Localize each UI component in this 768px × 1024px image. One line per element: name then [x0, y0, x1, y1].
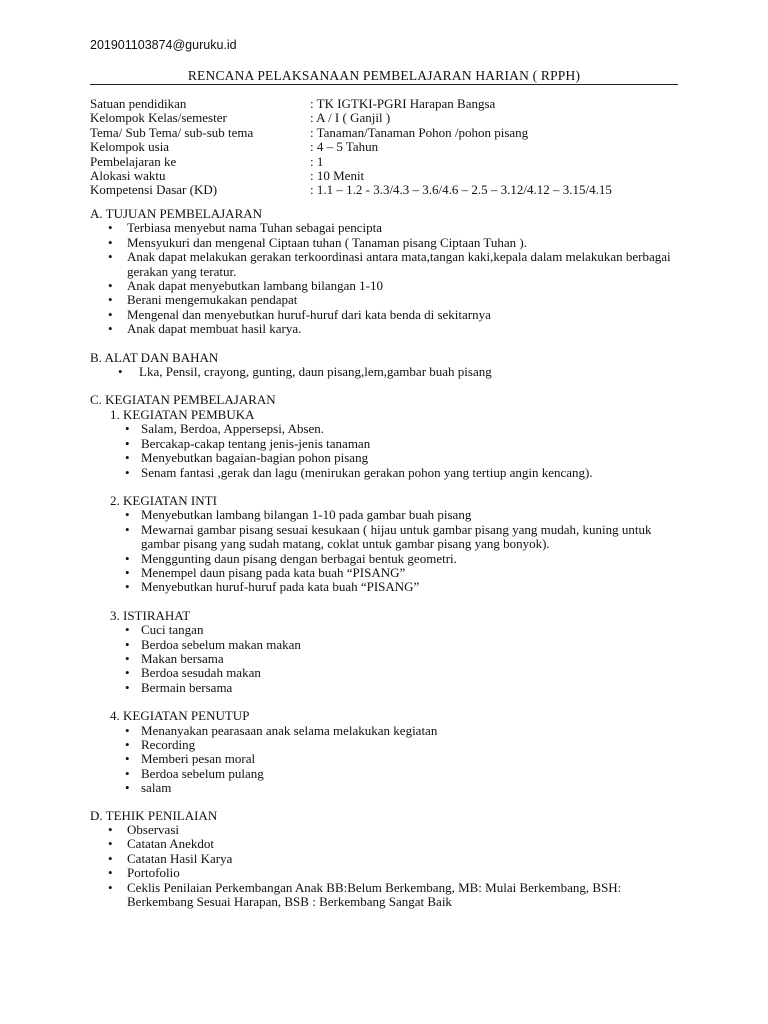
author-email: 201901103874@guruku.id: [90, 38, 237, 52]
info-label: Kelompok usia: [90, 139, 170, 155]
section-a-title: A. TUJUAN PEMBELAJARAN: [90, 206, 263, 221]
list-item: • Mensyukuri dan mengenal Ciptaan tuhan ( Tanaman pisang Ciptaan Tuhan ).: [90, 236, 680, 250]
list-item: • Anak dapat membuat hasil karya.: [90, 322, 680, 336]
info-label: Tema/ Sub Tema/ sub-sub tema: [90, 124, 254, 140]
list-item: • Cuci tangan: [90, 623, 680, 637]
info-label: Kelompok Kelas/semester: [90, 110, 227, 126]
subsection-2-list: [90, 508, 680, 594]
list-item: • Recording: [90, 738, 680, 752]
list-item: • Berdoa sesudah makan: [90, 666, 680, 680]
list-item: • salam: [90, 781, 680, 795]
info-row: [90, 183, 612, 197]
info-row: [90, 155, 612, 169]
list-item: • Observasi: [90, 823, 680, 837]
info-value: : Tanaman/Tanaman Pohon /pohon pisang: [310, 124, 529, 140]
list-item: • Catatan Hasil Karya: [90, 852, 680, 866]
info-value: : 1.1 – 1.2 - 3.3/4.3 – 3.6/4.6 – 2.5 – 3.12/4.12 – 3.15/4.15: [310, 182, 612, 198]
document-body: [90, 207, 680, 909]
info-row: [90, 126, 612, 140]
list-item: • Anak dapat menyebutkan lambang bilangan 1-10: [90, 279, 680, 293]
info-label: Alokasi waktu: [90, 168, 166, 184]
list-item: • Salam, Berdoa, Appersepsi, Absen.: [90, 422, 680, 436]
list-item: • Menyebutkan huruf-huruf pada kata buah “PISANG”: [90, 580, 680, 594]
list-item: • Mengenal dan menyebutkan huruf-huruf dari kata benda di sekitarnya: [90, 308, 680, 322]
list-item: • Lka, Pensil, crayong, gunting, daun pisang,lem,gambar buah pisang: [90, 365, 680, 379]
list-item: • Menanyakan pearasaan anak selama melakukan kegiatan: [90, 724, 680, 738]
list-item: • Portofolio: [90, 866, 680, 880]
list-item: • Makan bersama: [90, 652, 680, 666]
info-value: : 10 Menit: [310, 168, 365, 184]
subsection-1-title: 1. KEGIATAN PEMBUKA: [110, 406, 255, 422]
identity-table: [90, 97, 612, 198]
info-label: Satuan pendidikan: [90, 96, 187, 111]
subsection-1-list: [90, 422, 680, 480]
subsection-4-title: 4. KEGIATAN PENUTUP: [110, 708, 250, 724]
info-row: [90, 97, 612, 111]
list-item: • Ceklis Penilaian Perkembangan Anak BB:Belum Berkembang, MB: Mulai Berkembang, BSH: Berkembang Sesuai Harapan, BSB : Berkembang Sangat Baik: [90, 881, 680, 910]
title-divider: [90, 84, 678, 85]
info-value: : A / I ( Ganjil ): [310, 110, 391, 126]
info-value: : TK IGTKI-PGRI Harapan Bangsa: [310, 96, 496, 111]
section-b-title: B. ALAT DAN BAHAN: [90, 349, 219, 365]
section-a-list: [90, 221, 680, 336]
list-item: • Senam fantasi ,gerak dan lagu (menirukan gerakan pohon yang tertiup angin kencang).: [90, 466, 680, 480]
subsection-2-title: 2. KEGIATAN INTI: [110, 492, 217, 508]
subsection-3-list: [90, 623, 680, 695]
section-d-title: D. TEHIK PENILAIAN: [90, 807, 218, 823]
section-b-list: [90, 365, 680, 379]
info-row: [90, 111, 612, 125]
list-item: • Terbiasa menyebut nama Tuhan sebagai pencipta: [90, 221, 680, 235]
list-item: • Menyebutkan lambang bilangan 1-10 pada gambar buah pisang: [90, 508, 680, 522]
list-item: • Menggunting daun pisang dengan berbagai bentuk geometri.: [90, 552, 680, 566]
list-item: • Bermain bersama: [90, 681, 680, 695]
info-row: [90, 169, 612, 183]
list-item: • Menyebutkan bagaian-bagian pohon pisang: [90, 451, 680, 465]
list-item: • Berdoa sebelum makan makan: [90, 638, 680, 652]
list-item: • Memberi pesan moral: [90, 752, 680, 766]
info-value: : 4 – 5 Tahun: [310, 139, 379, 155]
info-value: : 1: [310, 153, 324, 169]
subsection-4-list: [90, 724, 680, 796]
info-label: Kompetensi Dasar (KD): [90, 182, 218, 198]
info-row: [90, 140, 612, 154]
list-item: • Catatan Anekdot: [90, 837, 680, 851]
section-d-list: [90, 823, 680, 909]
list-item: • Anak dapat melakukan gerakan terkoordinasi antara mata,tangan kaki,kepala dalam melakukan berbagai gerakan yang teratur.: [90, 250, 680, 279]
list-item: • Bercakap-cakap tentang jenis-jenis tanaman: [90, 437, 680, 451]
info-label: Pembelajaran ke: [90, 153, 177, 169]
list-item: • Mewarnai gambar pisang sesuai kesukaan ( hijau untuk gambar pisang yang mudah, kuning untuk gambar pisang yang sudah matang, coklat untuk gambar pisang yang bonyok).: [90, 523, 680, 552]
list-item: • Menempel daun pisang pada kata buah “PISANG”: [90, 566, 680, 580]
section-c-title: C. KEGIATAN PEMBELAJARAN: [90, 392, 276, 408]
list-item: • Berani mengemukakan pendapat: [90, 293, 680, 307]
document-title: RENCANA PELAKSANAAN PEMBELAJARAN HARIAN ( RPPH): [187, 68, 581, 83]
list-item: • Berdoa sebelum pulang: [90, 767, 680, 781]
subsection-3-title: 3. ISTIRAHAT: [110, 607, 191, 623]
